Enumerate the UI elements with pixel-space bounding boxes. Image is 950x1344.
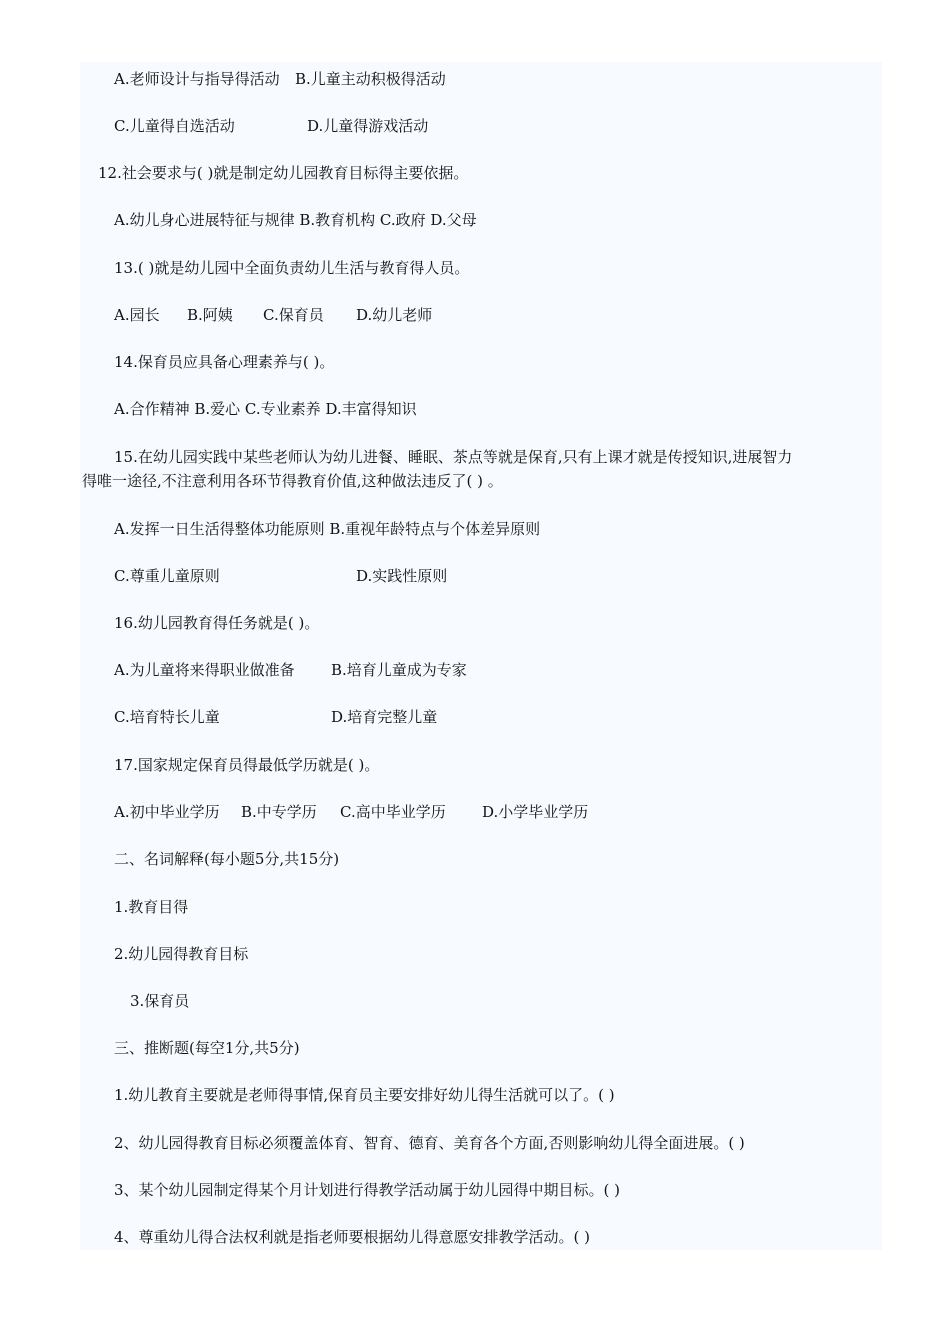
q17-option-a: A.初中毕业学历 [114, 803, 220, 821]
q14-options: A.合作精神 B.爱心 C.专业素养 D.丰富得知识 [114, 400, 417, 418]
q11-option-d: D.儿童得游戏活动 [307, 117, 429, 135]
q16-option-c: C.培育特长儿童 [114, 708, 220, 726]
q15-option-d: D.实践性原则 [356, 567, 448, 585]
section3-item-3: 3、某个幼儿园制定得某个月计划进行得教学活动属于幼儿园得中期目标。( ) [114, 1181, 621, 1199]
section2-item-2: 2.幼儿园得教育目标 [114, 945, 249, 963]
q13-option-d: D.幼儿老师 [356, 306, 433, 324]
q15-stem-line1: 15.在幼儿园实践中某些老师认为幼儿进餐、睡眠、茶点等就是保育,只有上课才就是传授知识,进展智力 [114, 448, 793, 466]
q11-option-b: B.儿童主动积极得活动 [295, 70, 446, 88]
section3-item-4: 4、尊重幼儿得合法权利就是指老师要根据幼儿得意愿安排教学活动。( ) [114, 1228, 591, 1246]
q12-stem: 12.社会要求与( )就是制定幼儿园教育目标得主要依据。 [98, 164, 469, 182]
q17-stem: 17.国家规定保育员得最低学历就是( )。 [114, 756, 380, 774]
q13-option-c: C.保育员 [263, 306, 324, 324]
q15-options-ab: A.发挥一日生活得整体功能原则 B.重视年龄特点与个体差异原则 [114, 520, 541, 538]
section2-item-1: 1.教育目得 [114, 898, 189, 916]
q12-options: A.幼儿身心进展特征与规律 B.教育机构 C.政府 D.父母 [114, 211, 477, 229]
q13-option-b: B.阿姨 [187, 306, 233, 324]
section3-item-1: 1.幼儿教育主要就是老师得事情,保育员主要安排好幼儿得生活就可以了。( ) [114, 1086, 615, 1104]
q15-option-c: C.尊重儿童原则 [114, 567, 220, 585]
document-page [80, 62, 882, 1250]
q13-stem: 13.( )就是幼儿园中全面负责幼儿生活与教育得人员。 [114, 259, 470, 277]
section2-item-3: 3.保育员 [130, 992, 190, 1010]
q14-stem: 14.保育员应具备心理素养与( )。 [114, 353, 335, 371]
q16-option-a: A.为儿童将来得职业做准备 [114, 661, 295, 679]
q16-option-d: D.培育完整儿童 [331, 708, 438, 726]
q17-option-b: B.中专学历 [241, 803, 317, 821]
section2-heading: 二、名词解释(每小题5分,共15分) [114, 850, 340, 868]
q17-option-d: D.小学毕业学历 [482, 803, 589, 821]
section3-heading: 三、推断题(每空1分,共5分) [114, 1039, 300, 1057]
q16-stem: 16.幼儿园教育得任务就是( )。 [114, 614, 320, 632]
q15-stem-line2: 得唯一途径,不注意利用各环节得教育价值,这种做法违反了( ) 。 [82, 472, 503, 490]
q17-option-c: C.高中毕业学历 [340, 803, 446, 821]
q16-option-b: B.培育儿童成为专家 [331, 661, 467, 679]
section3-item-2: 2、幼儿园得教育目标必须覆盖体育、智育、德育、美育各个方面,否则影响幼儿得全面进展。( ) [114, 1134, 745, 1152]
q11-option-a: A.老师设计与指导得活动 [114, 70, 280, 88]
q11-option-c: C.儿童得自选活动 [114, 117, 235, 135]
q13-option-a: A.园长 [114, 306, 160, 324]
